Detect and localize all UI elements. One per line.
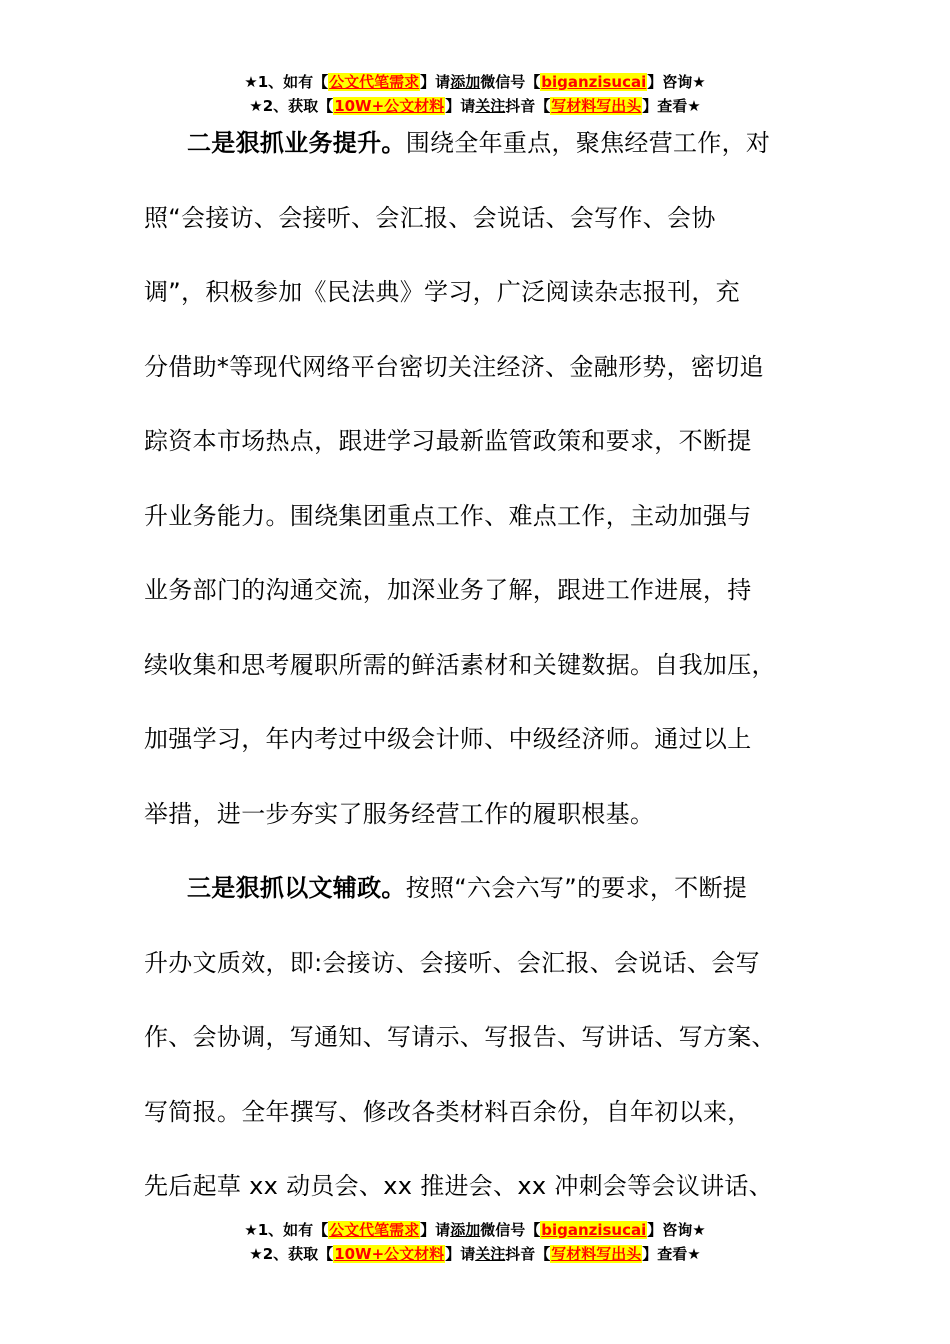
paragraph-line: 作、会协调，写通知、写请示、写报告、写讲话、写方案、 [144, 1023, 776, 1051]
banner-text: 微信号【 [480, 73, 541, 91]
banner-text: 】查看★ [642, 1245, 701, 1263]
banner-text: 微信号【 [480, 1221, 541, 1239]
banner-highlight: 写材料写出头 [551, 1245, 642, 1263]
banner-underlined-text: 添加 [450, 1221, 481, 1239]
banner-text: 抖音【 [505, 1245, 551, 1263]
banner-text: 抖音【 [505, 97, 551, 115]
banner-text: 】请 [420, 73, 451, 91]
paragraph-line: 照“会接访、会接听、会汇报、会说话、会写作、会协 [144, 203, 716, 232]
paragraph-line: 升办文质效，即:会接访、会接听、会汇报、会说话、会写 [144, 948, 760, 977]
paragraph-lead: 二是狠抓业务提升。 [187, 129, 406, 157]
paragraph-lead: 三是狠抓以文辅政。 [187, 874, 406, 902]
paragraph-line: 踪资本市场热点，跟进学习最新监管政策和要求，不断提 [144, 427, 752, 455]
banner-text: ★2、获取【 [249, 1245, 334, 1263]
banner-text: 】咨询★ [647, 73, 706, 91]
banner-highlight: biganzisucai [541, 1221, 647, 1239]
paragraph-line: 举措，进一步夯实了服务经营工作的履职根基。 [144, 799, 655, 828]
paragraph-text: 围绕全年重点，聚焦经营工作，对 [405, 129, 771, 157]
bottom-banner [0, 1218, 950, 1266]
paragraph-line: 业务部门的沟通交流，加深业务了解，跟进工作进展，持 [144, 576, 752, 604]
paragraph-line: 写简报。全年撰写、修改各类材料百余份，自年初以来， [144, 1097, 752, 1126]
banner-text: ★2、获取【 [249, 97, 334, 115]
paragraph-line: 续收集和思考履职所需的鲜活素材和关键数据。自我加压， [144, 650, 776, 679]
banner-text: ★1、如有【 [244, 1221, 329, 1239]
banner-line-1 [0, 70, 950, 94]
banner-text: 】查看★ [642, 97, 701, 115]
document-body [144, 106, 806, 1224]
paragraph-line: 调”，积极参加《民法典》学习，广泛阅读杂志报刊，充 [144, 278, 740, 306]
banner-text: 】请 [445, 1245, 476, 1263]
banner-text: 】请 [420, 1221, 451, 1239]
banner-text: 】请 [445, 97, 476, 115]
banner-highlight: 公文代笔需求 [329, 1221, 420, 1239]
paragraph-line [144, 851, 806, 926]
banner-text: ★1、如有【 [244, 73, 329, 91]
banner-highlight: 10W+公文材料 [334, 97, 445, 115]
banner-text: 】咨询★ [647, 1221, 706, 1239]
banner-underlined-text: 关注 [475, 97, 506, 115]
paragraph-line: 先后起草 xx 动员会、xx 推进会、xx 冲刺会等会议讲话、 [144, 1172, 774, 1200]
banner-line-2 [0, 1242, 950, 1266]
banner-highlight: 10W+公文材料 [334, 1245, 445, 1263]
banner-highlight: 公文代笔需求 [329, 73, 420, 91]
paragraph-line: 分借助*等现代网络平台密切关注经济、金融形势，密切追 [144, 352, 764, 381]
paragraph-line [144, 106, 806, 181]
paragraph-line: 升业务能力。围绕集团重点工作、难点工作，主动加强与 [144, 501, 752, 530]
paragraph-line: 加强学习，年内考过中级会计师、中级经济师。通过以上 [144, 725, 752, 753]
banner-underlined-text: 关注 [475, 1245, 506, 1263]
banner-highlight: 写材料写出头 [551, 97, 642, 115]
banner-line-1 [0, 1218, 950, 1242]
paragraph-business [144, 106, 806, 851]
paragraph-text: 按照“六会六写”的要求，不断提 [405, 874, 748, 902]
banner-highlight: biganzisucai [541, 73, 647, 91]
banner-underlined-text: 添加 [450, 73, 481, 91]
paragraph-writing [144, 851, 806, 1224]
